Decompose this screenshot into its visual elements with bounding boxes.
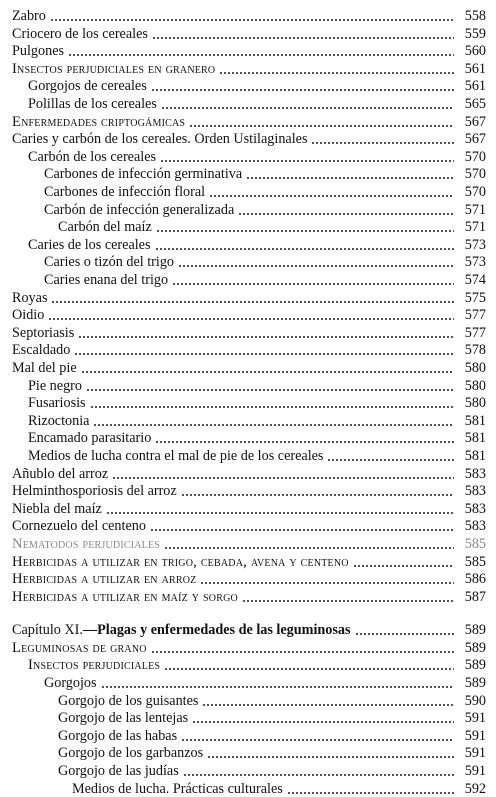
toc-entry [0,270,496,288]
dot-leader [353,565,454,567]
toc-entry-title: Septoriasis [12,324,75,341]
page-number: 571 [464,219,486,236]
dot-leader [189,125,454,127]
page-number: 560 [464,43,486,60]
dot-leader [93,424,454,426]
toc-entry [0,481,496,499]
toc-entry [0,200,496,218]
page-number: 583 [464,465,486,482]
toc-entry-title: Escaldado [12,342,71,359]
page-number: 591 [464,710,486,727]
toc-entry [0,235,496,253]
toc-entry-title: Gorgojo de los guisantes [58,692,199,709]
toc-entry-title: Herbicidas a utilizar en trigo, cebada, avena y centeno [12,553,349,570]
dot-leader [311,142,454,144]
toc-entry [0,376,496,394]
dot-leader [151,89,454,91]
toc-entry [0,94,496,112]
page-number: 573 [464,236,486,253]
toc-entry [0,761,496,779]
dot-leader [86,389,454,391]
toc-entry [0,569,496,587]
dot-leader [81,371,454,373]
dot-leader [50,19,454,21]
page-number: 581 [464,412,486,429]
dot-leader [106,512,454,514]
toc-entry-title: Carbón de infección generalizada [44,201,235,218]
page-number: 580 [464,377,486,394]
dot-leader [202,704,454,706]
page-number: 570 [464,148,486,165]
page-number: 574 [464,272,486,288]
page-number: 578 [464,342,486,359]
toc-entry [0,534,496,552]
page-number: 580 [464,360,486,376]
dot-leader [78,336,454,338]
dot-leader [90,406,454,408]
toc-entry [0,393,496,411]
page-number: 589 [464,675,486,691]
toc-entry [0,499,496,517]
toc-entry-title: Pie negro [28,377,82,394]
page-number: 559 [464,25,486,42]
toc-entry [0,41,496,59]
toc-entry [0,516,496,534]
dot-leader [112,477,454,479]
page-number: 575 [464,289,486,306]
toc-entry-title: Helminthosporiosis del arroz [12,483,177,500]
toc-entry-title: Gorgojos [44,675,97,691]
toc-entry-title: Herbicidas a utilizar en arroz [12,571,197,588]
toc-entry-title: Insectos perjudiciales [28,657,161,674]
page-number: 590 [464,692,486,709]
page-number: 561 [464,78,486,95]
page-number: 571 [464,201,486,218]
dot-leader [178,265,454,267]
toc-entry-title: Pulgones [12,43,65,60]
page-number: 577 [464,324,486,341]
page-number: 558 [464,8,486,24]
dot-leader [209,195,454,197]
toc-entry-title: Gorgojos de cereales [28,78,147,95]
toc-entry-title: Mal del pie [12,360,77,376]
toc-entry [0,358,496,376]
toc-entry [0,428,496,446]
dot-leader [68,54,454,56]
dot-leader [200,582,454,584]
toc-entry-title: Gorgojo de las judías [58,763,179,779]
dot-leader [207,756,454,758]
toc-entry [0,726,496,744]
dot-leader [164,547,454,549]
dot-leader [242,600,454,602]
dot-leader [181,494,454,496]
toc-entry [0,411,496,429]
toc-entry [0,743,496,761]
toc-entry [0,323,496,341]
dot-leader [246,177,454,179]
toc-entry [0,655,496,673]
toc-entry [0,76,496,94]
toc-entry-title: Niebla del maíz [12,500,102,517]
dot-leader [172,283,454,285]
dot-leader [161,107,454,109]
dot-leader [164,668,454,670]
page-number: 592 [464,780,486,797]
toc-entry [0,182,496,200]
toc-entry [0,129,496,147]
page-number: 565 [464,96,486,112]
page-number: 570 [464,184,486,200]
toc-entry [0,552,496,570]
page-number: 585 [464,553,486,570]
toc-entry [0,59,496,77]
toc-entry-title: Leguminosas de grano [12,639,147,656]
dot-leader [156,230,454,232]
page-number: 583 [464,518,486,535]
page-number: 589 [464,657,486,674]
page-number: 581 [464,430,486,447]
toc-entry-title: Medios de lucha. Prácticas culturales [72,780,283,797]
toc-entry-title: Gorgojo de los garbanzos [58,745,204,762]
dot-leader [219,72,454,74]
toc-entry-title: Fusariosis [28,395,86,412]
page-number: 591 [464,763,486,779]
toc-entry-title: Carbón del maíz [58,219,152,236]
page-number: 591 [464,745,486,762]
toc-entry [0,24,496,42]
dot-leader [51,301,454,303]
toc-entry-title: Caries de los cereales [28,236,151,253]
toc-entry [0,305,496,323]
dot-leader [355,633,454,635]
toc-entry-title: Carbones de infección germinativa [44,166,243,183]
dot-leader [151,651,454,653]
toc-entry-title: Insectos perjudiciales en granero [12,60,216,77]
dot-leader [192,721,454,723]
dot-leader [181,739,454,741]
page-number: 570 [464,166,486,183]
toc-entry [0,691,496,709]
page-number: 580 [464,395,486,412]
toc-entry-title: Oidio [12,307,45,324]
page-number: 561 [464,60,486,77]
toc-entry-title: Zabro [12,8,46,24]
toc-entry-title: Caries enana del trigo [44,272,169,288]
toc-entry [0,779,496,797]
toc-entry [0,708,496,726]
toc-entry-title: Polillas de los cereales [28,96,157,112]
toc-entry [0,112,496,130]
page-number: 567 [464,113,486,130]
dot-leader [155,441,454,443]
dot-leader [155,248,454,250]
toc-entry-title: Gorgojo de las lentejas [58,710,189,727]
toc-entry [0,147,496,165]
dot-leader [101,686,454,688]
toc-entry-title: Añublo del arroz [12,465,109,482]
toc-entry-title: Criocero de los cereales [12,25,148,42]
page-number: 581 [464,448,486,464]
page-number: 587 [464,588,486,605]
page-number: 589 [464,639,486,656]
page-number: 591 [464,727,486,744]
dot-leader [48,318,454,320]
dot-leader [152,37,454,39]
toc-entry-title: Carbón de los cereales [28,148,157,165]
toc-entry [0,446,496,464]
toc-entry-title: Cornezuelo del centeno [12,518,146,535]
toc-entry [0,252,496,270]
page-number: 585 [464,536,486,552]
dot-leader [238,213,454,215]
toc-entry-title: Capítulo XI. [12,622,83,639]
page-number: 567 [464,131,486,148]
page-number: 583 [464,500,486,517]
chapter-heading [0,620,496,638]
toc-entry [0,340,496,358]
toc-entry [0,587,496,605]
toc-entry [0,164,496,182]
page-number: 573 [464,254,486,271]
dot-leader [160,160,454,162]
toc-entry [0,217,496,235]
toc-entry [0,638,496,656]
chapter-title: —Plagas y enfermedades de las leguminosas [82,622,351,639]
toc-entry [0,288,496,306]
page-number: 577 [464,307,486,324]
page-number: 586 [464,571,486,588]
toc-entry-title: Carbones de infección floral [44,184,206,200]
dot-leader [287,792,454,794]
dot-leader [327,459,454,461]
toc-entry-title: Caries o tizón del trigo [44,254,175,271]
toc-entry [0,464,496,482]
toc-entry-title: Royas [12,289,48,306]
toc-entry-title: Gorgojo de las habas [58,727,178,744]
toc-entry-title: Rizoctonia [28,412,90,429]
toc-entry-title: Enfermedades criptogámicas [12,113,186,130]
toc-entry-title: Caries y carbón de los cereales. Orden Ustilaginales [12,131,308,148]
dot-leader [74,353,454,355]
toc-entry-title: Herbicidas a utilizar en maíz y sorgo [12,588,238,605]
toc-entry [0,6,496,24]
toc-entry [0,673,496,691]
toc-entry-title: Nematodos perjudiciales [12,536,161,552]
dot-leader [150,529,454,531]
toc-entry-title: Medios de lucha contra el mal de pie de los cereales [28,448,324,464]
toc-entry-title: Encamado parasitario [28,430,152,447]
page-number: 589 [464,622,486,639]
page-number: 583 [464,483,486,500]
